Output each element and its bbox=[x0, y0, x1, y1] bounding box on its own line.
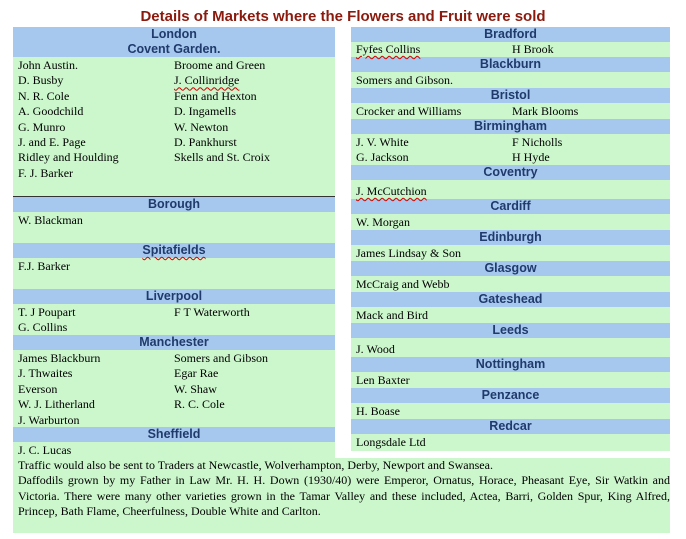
traffic-note: Traffic would also be sent to Traders at Newcastle, Wolverhampton, Derby, Newport and Swansea. bbox=[18, 458, 493, 472]
list-item: Mack and Bird bbox=[356, 308, 428, 322]
manchester-header: Manchester bbox=[13, 335, 335, 350]
list-item: J. McCutchion bbox=[356, 184, 427, 198]
list-item: T. J Poupart F T Waterworth bbox=[18, 305, 250, 319]
list-item: James Blackburn Somers and Gibson bbox=[18, 351, 268, 365]
bradford-list bbox=[351, 42, 670, 57]
redcar-header: Redcar bbox=[351, 419, 670, 434]
list-item: Longsdale Ltd bbox=[356, 435, 426, 449]
covent-garden-header: Covent Garden. bbox=[13, 42, 335, 57]
list-item: J. Wood bbox=[356, 342, 395, 356]
penzance-header: Penzance bbox=[351, 388, 670, 403]
list-item: F.J. Barker bbox=[18, 259, 71, 273]
gateshead-header: Gateshead bbox=[351, 292, 670, 307]
nottingham-list bbox=[351, 372, 670, 388]
list-item: McCraig and Webb bbox=[356, 277, 450, 291]
list-item: W. J. Litherland R. C. Cole bbox=[18, 397, 225, 412]
list-item: Len Baxter bbox=[356, 373, 410, 387]
london-list bbox=[13, 57, 335, 197]
liverpool-header: Liverpool bbox=[13, 289, 335, 304]
spitafields-list bbox=[13, 258, 335, 289]
list-item: John Austin. Broome and Green bbox=[18, 58, 266, 72]
list-item: J. C. Lucas bbox=[18, 443, 72, 457]
left-column bbox=[13, 27, 335, 458]
manchester-list bbox=[13, 350, 335, 427]
divider bbox=[13, 196, 335, 197]
leeds-header: Leeds bbox=[351, 323, 670, 338]
list-item: F. J. Barker bbox=[18, 165, 74, 180]
list-item: J. Warburton bbox=[18, 412, 80, 427]
glasgow-header: Glasgow bbox=[351, 261, 670, 276]
birmingham-header: Birmingham bbox=[351, 119, 670, 134]
london-header: London bbox=[13, 27, 335, 42]
coventry-list bbox=[351, 180, 670, 199]
list-item: James Lindsay & Son bbox=[356, 246, 461, 260]
list-item: G. Collins bbox=[18, 320, 68, 335]
list-item: J. V. White F Nicholls bbox=[356, 135, 563, 149]
spitafields-header: Spitafields bbox=[13, 243, 335, 258]
borough-header: Borough bbox=[13, 197, 335, 212]
cardiff-header: Cardiff bbox=[351, 199, 670, 214]
footer-notes bbox=[13, 458, 670, 533]
cardiff-list bbox=[351, 214, 670, 230]
coventry-header: Coventry bbox=[351, 165, 670, 180]
birmingham-list bbox=[351, 134, 670, 165]
leeds-list bbox=[351, 338, 670, 357]
list-item: Somers and Gibson. bbox=[356, 73, 453, 87]
edinburgh-header: Edinburgh bbox=[351, 230, 670, 245]
edinburgh-list bbox=[351, 245, 670, 261]
list-item: W. Morgan bbox=[356, 215, 410, 229]
list-item: W. Blackman bbox=[18, 213, 83, 227]
list-item: G. Munro W. Newton bbox=[18, 119, 229, 134]
list-item: Everson W. Shaw bbox=[18, 381, 217, 396]
bristol-header: Bristol bbox=[351, 88, 670, 103]
nottingham-header: Nottingham bbox=[351, 357, 670, 372]
list-item: A. Goodchild D. Ingamells bbox=[18, 104, 236, 119]
right-column bbox=[351, 27, 670, 451]
list-item: D. Busby J. Collinridge bbox=[18, 73, 240, 88]
gateshead-list bbox=[351, 307, 670, 323]
list-item: H. Boase bbox=[356, 404, 400, 418]
list-item: Crocker and Williams Mark Blooms bbox=[356, 104, 579, 118]
redcar-list bbox=[351, 434, 670, 451]
list-item: J. Thwaites Egar Rae bbox=[18, 366, 219, 381]
bristol-list bbox=[351, 103, 670, 119]
bradford-header: Bradford bbox=[351, 27, 670, 42]
page-title: Details of Markets where the Flowers and Fruit were sold bbox=[140, 8, 546, 25]
list-item: J. and E. Page D. Pankhurst bbox=[18, 134, 237, 149]
sheffield-header: Sheffield bbox=[13, 427, 335, 442]
list-item: N. R. Cole Fenn and Hexton bbox=[18, 88, 257, 103]
list-item: Ridley and Houlding Skells and St. Croix bbox=[18, 150, 271, 165]
penzance-list bbox=[351, 403, 670, 419]
blackburn-header: Blackburn bbox=[351, 57, 670, 72]
sheffield-list bbox=[13, 442, 335, 458]
glasgow-list bbox=[351, 276, 670, 292]
blackburn-list bbox=[351, 72, 670, 88]
list-item: Fyfes Collins H Brook bbox=[356, 42, 554, 56]
list-item: G. Jackson H Hyde bbox=[356, 150, 550, 165]
daffodil-note: Daffodils grown by my Father in Law Mr. H. H. Down (1930/40) were Emperor, Ornatus, Horace, Pheasant Eye, Sir Watkin and Victoria. There were many other varieties grown in the Tamar Valley and these included, Actea, Barri, Golden Spur, King Alfred, Princep, Bath Flame, Cheerfulness, Double White and Carlton. bbox=[18, 473, 670, 519]
liverpool-list bbox=[13, 304, 335, 335]
borough-list bbox=[13, 212, 335, 243]
